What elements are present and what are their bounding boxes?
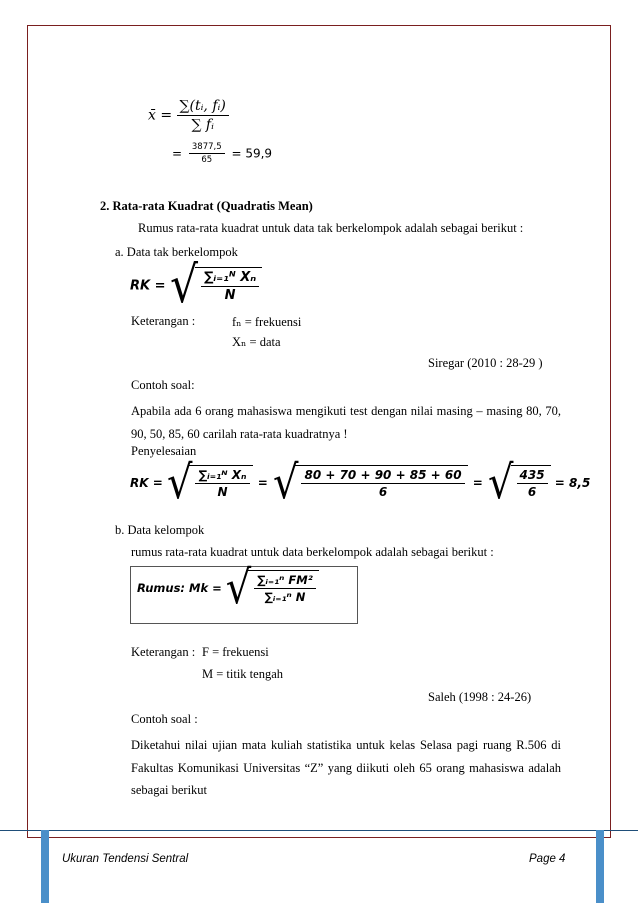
contoh-b-label: Contoh soal : [131,712,198,726]
footer-page: Page 4 [529,853,566,865]
sqrt-icon: √ [166,456,193,510]
solution-den1: N [217,484,228,499]
mk-denominator: ∑ᵢ₌₁ⁿ N [264,589,306,604]
footer-title: Ukuran Tendensi Sentral [62,853,189,865]
citation-a: Siregar (2010 : 28-29 ) [428,356,543,370]
footer-bar-right [596,830,604,903]
rk-numerator: ∑ᵢ₌₁ᴺ Xₙ [201,270,259,287]
mean-formula [148,98,229,133]
mean-fraction [177,98,229,133]
mean-result-line [172,142,272,165]
mean-result-den: 65 [201,155,213,165]
keterangan-a-label: Keterangan : [131,314,196,328]
sqrt-icon: √ [272,456,299,510]
section-intro: Rumus rata-rata kuadrat untuk data tak berkelompok adalah sebagai berikut : [138,221,524,235]
keterangan-b-label: Keterangan : [131,645,196,659]
mean-result-fraction [189,142,225,165]
solution-den2: 6 [378,484,388,499]
solution-num2: 80 + 70 + 90 + 85 + 60 [301,468,464,484]
keterangan-a-1: fₙ = frekuensi [232,315,302,329]
part-b-label: b. Data kelompok [115,523,205,537]
citation-b: Saleh (1998 : 24-26) [428,690,532,704]
keterangan-a-2: Xₙ = data [232,335,281,349]
rk-denominator: N [224,287,236,303]
sqrt-icon: √ [170,256,199,315]
solution-den3: 6 [527,484,537,499]
solution-eq1: = [257,476,268,490]
part-a-label: a. Data tak berkelompok [115,245,238,259]
contoh-a-label: Contoh soal: [131,378,195,392]
mk-lhs: Rumus: Mk = [137,581,222,595]
section-heading: 2. Rata-rata Kuadrat (Quadratis Mean) [100,199,313,213]
mk-formula [137,561,319,615]
rk-lhs: RK = [130,278,166,294]
mean-denominator: ∑ fᵢ [191,117,214,133]
penyelesaian-label: Penyelesaian [131,444,197,458]
mk-numerator: ∑ᵢ₌₁ⁿ FM² [254,573,315,589]
sqrt-icon: √ [225,561,252,615]
rk-formula [130,256,262,315]
mean-lhs: x̄ = [148,107,173,124]
footer-bar-left [41,830,49,903]
mean-result-num: 3877,5 [189,142,225,154]
contoh-b-text: Diketahui nilai ujian mata kuliah statistika untuk kelas Selasa pagi ruang R.506 di Fakultas Komunikasi Universitas “Z” yang diikuti oleh 65 orang mahasiswa adalah sebagai berikut [131,738,561,797]
solution-lhs: RK = [130,476,163,490]
part-b-intro: rumus rata-rata kuadrat untuk data berkelompok adalah sebagai berikut : [131,545,494,559]
mean-eq: = [172,146,183,161]
footer-line [0,830,638,831]
sqrt-icon: √ [488,456,514,510]
solution-num3: 435 [517,468,548,484]
solution-num1: ∑ᵢ₌₁ᴺ Xₙ [195,468,249,484]
solution-result: = 8,5 [554,476,591,490]
solution-eq2: = [472,476,483,490]
rk-solution [130,456,591,510]
mean-result-value: = 59,9 [231,146,273,161]
contoh-a-text: Apabila ada 6 orang mahasiswa mengikuti test dengan nilai masing – masing 80, 70, 90, 50, 85, 60 carilah rata-rata kuadratnya ! [131,404,561,441]
keterangan-b-1: F = frekuensi [202,645,269,659]
keterangan-b-2: M = titik tengah [202,667,283,681]
mean-numerator: ∑(tᵢ, fᵢ) [177,98,229,116]
